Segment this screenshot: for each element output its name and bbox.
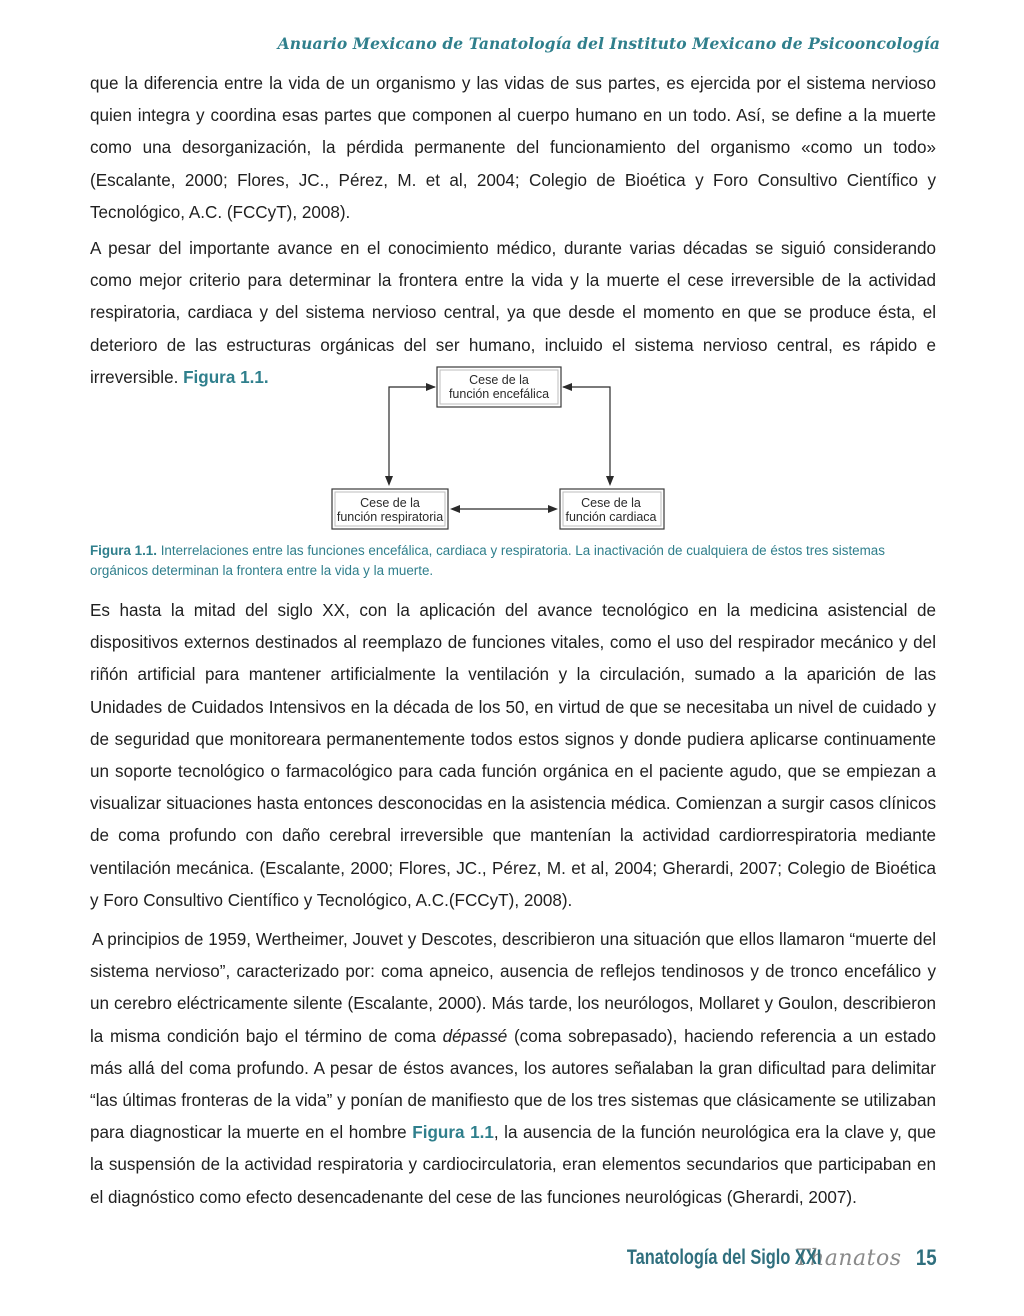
figure-reference[interactable]: Figura 1.1. (183, 367, 269, 387)
paragraph-4-italic: dépassé (442, 1026, 508, 1046)
caption-label: Figura 1.1. (90, 543, 157, 558)
paragraph-4-text-b: (coma sobrepasado), haciendo referencia a un estado más allá del coma profundo. A pesar de éstos avances, los autores señalaban la gran dificultad para delimitar “las últimas fronteras de la vida” y ponían de manifiesto que de los tres sistemas que clásicamente se utilizaban para diagnosticar la muerte en el hombre (90, 1026, 936, 1143)
box-encefalica (437, 367, 561, 407)
paragraph-2-text: A pesar del importante avance en el conocimiento médico, durante varias décadas se siguió considerando como mejor criterio para determinar la frontera entre la vida y la muerte el cese irreversible de la actividad respiratoria, cardiaca y del sistema nervioso central, ya que desde el momento en que se produce ésta, el deterioro de las estructuras orgánicas del ser humano, incluido el sistema nervioso central, es rápido e irreversible. (90, 239, 936, 387)
box-cardiaca-line1: Cese de la (581, 496, 641, 510)
caption-text: Interrelaciones entre las funciones encefálica, cardiaca y respiratoria. La inactivación de cualquiera de éstos tres sistemas orgánicos determinan la frontera entre la vida y la muerte. (90, 543, 885, 578)
box-cardiaca-line2: función cardiaca (565, 510, 657, 524)
box-respiratoria-line1: Cese de la (360, 496, 420, 510)
arrowhead-to-left-box (450, 505, 460, 513)
paragraph-3: Es hasta la mitad del siglo XX, con la aplicación del avance tecnológico en la medicina asistencial de dispositivos externos destinados al reemplazo de funciones vitales, como el uso del respirador mecánico y del riñón artificial para mantener artificialmente la ventilación y la circulación, sumado a la aparición de las Unidades de Cuidados Intensivos en la década de los 50, en virtud de que se necesitaba un nivel de cuidado y de seguridad que monitoreara permanentemente todos estos signos y donde pudiera aplicarse continuamente un soporte tecnológico o farmacológico para cada función orgánica en el paciente agudo, que se empiezan a visualizar situaciones hasta entonces desconocidas en la asistencia médica. Comienzan a surgir casos clínicos de coma profundo con daño cerebral irreversible que mantenían la actividad cardiorrespiratoria mediante ventilación mecánica. (Escalante, 2000; Flores, JC., Pérez, M. et al, 2004; Gherardi, 2007; Colegio de Bioética y Foro Consultivo Científico y Tecnológico, A.C.(FCCyT), 2008). (90, 601, 936, 910)
arrowhead-left-down (385, 476, 393, 486)
arrowhead-top-right (562, 383, 572, 391)
figure-diagram (329, 364, 669, 536)
arrowhead-right-down (606, 476, 614, 486)
thanatos-logo: Thanatos (794, 1245, 902, 1271)
paragraph-4-text-c: , la ausencia de la función neurológica era la clave y, que la suspensión de la actividad respiratoria y cardiocirculatoria, eran elementos secundarios que participaban en el diagnóstico como efecto desencadenante del cese de las funciones neurológicas (Gherardi, 2007). (90, 1123, 936, 1207)
figure-reference-2[interactable]: Figura 1.1 (412, 1123, 494, 1143)
connector-top-left (389, 387, 435, 476)
box-respiratoria (332, 489, 448, 529)
box-encefalica-line2: función encefálica (448, 387, 550, 401)
paragraph-4-text-a: A principios de 1959, Wertheimer, Jouvet y Descotes, describieron una situación que ellos llamaron “muerte del sistema nervioso”, caracterizado por: coma apneico, ausencia de reflejos tendinosos y de tronco encefálico y un cerebro eléctricamente silente (Escalante, 2000). Más tarde, los neurólogos, Mollaret y Goulon, describieron la misma condición bajo el término de coma (90, 930, 936, 1046)
box-encefalica-line1: Cese de la (469, 373, 529, 387)
paragraph-4 (90, 924, 936, 1214)
page-footer (572, 1238, 938, 1278)
connector-top-right (563, 387, 610, 476)
box-cardiaca (560, 489, 664, 529)
running-head: Anuario Mexicano de Tanatología del Instituto Mexicano de Psicooncología (277, 34, 940, 53)
footer-title: Tanatología del Siglo XXI (626, 1246, 821, 1269)
box-respiratoria-line2: función respiratoria (336, 510, 444, 524)
paragraph-1: que la diferencia entre la vida de un organismo y las vidas de sus partes, es ejercida por el sistema nervioso quien integra y coordina esas partes que componen al cuerpo humano en un todo. Así, se define a la muerte como una desorganización, la pérdida permanente del funcionamiento del organismo «como un todo» (Escalante, 2000; Flores, JC., Pérez, M. et al, 2004; Colegio de Bioética y Foro Consultivo Científico y Tecnológico, A.C. (FCCyT), 2008). (90, 74, 936, 222)
arrowhead-top-left (426, 383, 436, 391)
page-number: 15 (915, 1245, 937, 1270)
arrowhead-to-right-box (548, 505, 558, 513)
figure-caption (90, 541, 936, 581)
